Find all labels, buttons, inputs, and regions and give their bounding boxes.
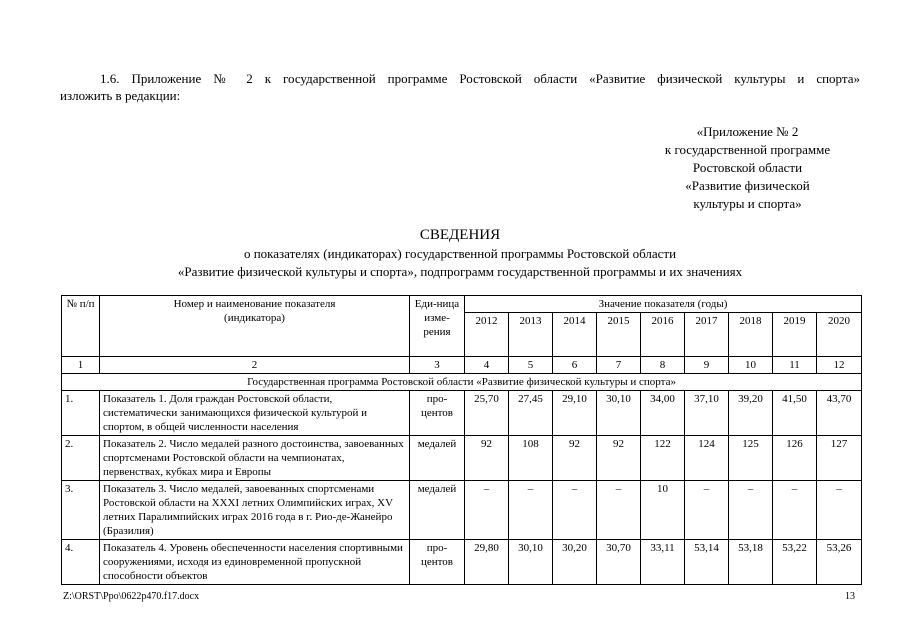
file-path: Z:\ORST\Ppo\0622p470.f17.docx <box>63 591 200 602</box>
index-cell: 1 <box>62 357 100 374</box>
row-name: Показатель 1. Доля граждан Ростовской области, систематически занимающихся физической культурой и спортом, в общей численности населения <box>100 391 410 436</box>
value-cell: 127 <box>817 436 862 481</box>
value-cell: 37,10 <box>685 391 729 436</box>
appendix-line: «Приложение № 2 <box>696 124 799 139</box>
index-cell: 5 <box>509 357 553 374</box>
value-cell: – <box>817 481 862 540</box>
table-row <box>62 540 862 585</box>
value-cell: 30,20 <box>553 540 597 585</box>
table-row <box>62 391 862 436</box>
row-name: Показатель 4. Уровень обеспеченности населения спортивными сооружениями, исходя из единовременной пропускной способности объектов <box>100 540 410 585</box>
value-cell: 30,10 <box>597 391 641 436</box>
section-title: Государственная программа Ростовской области «Развитие физической культуры и спорта» <box>62 374 862 391</box>
value-cell: 125 <box>729 436 773 481</box>
intro-paragraph <box>60 70 860 104</box>
row-unit: медалей <box>410 481 465 540</box>
heading-line-1: о показателях (индикаторах) государственной программы Ростовской области <box>243 246 677 261</box>
value-cell: – <box>597 481 641 540</box>
value-cell: 126 <box>773 436 817 481</box>
appendix-line: Ростовской области <box>692 160 803 175</box>
heading-line-2: «Развитие физической культуры и спорта», подпрограмм государственной программы и их значениях <box>177 264 743 279</box>
header-num: № п/п <box>62 296 100 357</box>
value-cell: 53,26 <box>817 540 862 585</box>
table-row <box>62 436 862 481</box>
page-number: 13 <box>845 591 855 602</box>
value-cell: 122 <box>641 436 685 481</box>
index-cell: 6 <box>553 357 597 374</box>
value-cell: 30,70 <box>597 540 641 585</box>
index-cell: 8 <box>641 357 685 374</box>
year-cell: 2020 <box>817 313 862 357</box>
row-unit: про-центов <box>410 540 465 585</box>
document-heading <box>60 226 860 281</box>
value-cell: 92 <box>553 436 597 481</box>
value-cell: 92 <box>597 436 641 481</box>
index-cell: 9 <box>685 357 729 374</box>
appendix-block <box>620 123 875 213</box>
value-cell: 29,80 <box>465 540 509 585</box>
index-cell: 3 <box>410 357 465 374</box>
value-cell: 124 <box>685 436 729 481</box>
value-cell: 41,50 <box>773 391 817 436</box>
value-cell: – <box>509 481 553 540</box>
index-cell: 10 <box>729 357 773 374</box>
value-cell: 39,20 <box>729 391 773 436</box>
row-unit: медалей <box>410 436 465 481</box>
value-cell: 53,18 <box>729 540 773 585</box>
header-unit: Еди-ница изме-рения <box>410 296 465 357</box>
year-cell: 2015 <box>597 313 641 357</box>
value-cell: 53,22 <box>773 540 817 585</box>
table-header-row <box>62 296 862 313</box>
row-name: Показатель 2. Число медалей разного достоинства, завоеванных спортсменами Ростовской области на чемпионатах, первенствах, кубках мира и Европы <box>100 436 410 481</box>
appendix-line: культуры и спорта» <box>693 196 802 211</box>
value-cell: 10 <box>641 481 685 540</box>
row-unit: про-центов <box>410 391 465 436</box>
year-cell: 2013 <box>509 313 553 357</box>
year-cell: 2017 <box>685 313 729 357</box>
year-cell: 2016 <box>641 313 685 357</box>
value-cell: – <box>685 481 729 540</box>
table-row <box>62 481 862 540</box>
year-cell: 2014 <box>553 313 597 357</box>
row-num: 3. <box>62 481 100 540</box>
row-num: 2. <box>62 436 100 481</box>
value-cell: – <box>773 481 817 540</box>
value-cell: 108 <box>509 436 553 481</box>
value-cell: 92 <box>465 436 509 481</box>
year-cell: 2019 <box>773 313 817 357</box>
value-cell: – <box>553 481 597 540</box>
value-cell: 43,70 <box>817 391 862 436</box>
value-cell: 33,11 <box>641 540 685 585</box>
value-cell: 53,14 <box>685 540 729 585</box>
row-num: 4. <box>62 540 100 585</box>
value-cell: 25,70 <box>465 391 509 436</box>
index-cell: 4 <box>465 357 509 374</box>
table-section-row <box>62 374 862 391</box>
indicators-table <box>61 295 862 585</box>
appendix-line: к государственной программе <box>664 142 831 157</box>
index-cell: 7 <box>597 357 641 374</box>
index-cell: 12 <box>817 357 862 374</box>
value-cell: – <box>729 481 773 540</box>
value-cell: 29,10 <box>553 391 597 436</box>
row-name: Показатель 3. Число медалей, завоеванных спортсменами Ростовской области на XXXI летних Олимпийских играх, XV летних Паралимпийских играх 2016 года в г. Рио-де-Жанейро (Бразилия) <box>100 481 410 540</box>
row-num: 1. <box>62 391 100 436</box>
intro-line-2: изложить в редакции: <box>60 88 181 103</box>
intro-line-1: 1.6. Приложение № 2 к государственной программе Ростовской области «Развитие физической культуры и спорта» <box>100 71 860 86</box>
table-index-row <box>62 357 862 374</box>
value-cell: – <box>465 481 509 540</box>
header-name: Номер и наименование показателя (индикатора) <box>100 296 410 357</box>
index-cell: 2 <box>100 357 410 374</box>
value-cell: 27,45 <box>509 391 553 436</box>
header-values: Значение показателя (годы) <box>465 296 862 313</box>
year-cell: 2018 <box>729 313 773 357</box>
heading-title: СВЕДЕНИЯ <box>419 227 501 243</box>
value-cell: 30,10 <box>509 540 553 585</box>
year-cell: 2012 <box>465 313 509 357</box>
appendix-line: «Развитие физической <box>685 178 810 193</box>
index-cell: 11 <box>773 357 817 374</box>
value-cell: 34,00 <box>641 391 685 436</box>
